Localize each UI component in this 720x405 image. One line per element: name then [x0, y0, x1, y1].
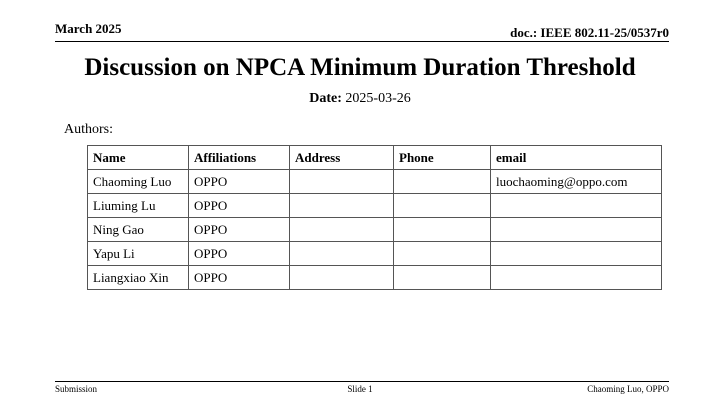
header-doc-id: doc.: IEEE 802.11-25/0537r0: [510, 25, 669, 40]
cell-email: [491, 194, 662, 218]
column-header-email: email: [491, 146, 662, 170]
table-row: [88, 194, 662, 218]
cell-email: luochaoming@oppo.com: [491, 170, 662, 194]
cell-name: Ning Gao: [88, 218, 189, 242]
footer-divider: [55, 381, 669, 382]
cell-email: [491, 218, 662, 242]
cell-affiliation: OPPO: [189, 266, 290, 290]
footer-submission: Submission: [55, 384, 98, 394]
table-row: [88, 242, 662, 266]
date-line: [0, 91, 720, 107]
footer-author: Chaoming Luo, OPPO: [587, 384, 669, 394]
cell-affiliation: OPPO: [189, 218, 290, 242]
header-divider: [55, 41, 669, 42]
cell-phone: [394, 194, 491, 218]
cell-address: [290, 218, 394, 242]
cell-address: [290, 194, 394, 218]
cell-affiliation: OPPO: [189, 242, 290, 266]
cell-affiliation: OPPO: [189, 170, 290, 194]
date-label: Date:: [309, 91, 342, 106]
column-header-phone: Phone: [394, 146, 491, 170]
cell-address: [290, 170, 394, 194]
cell-name: Chaoming Luo: [88, 170, 189, 194]
date-value: 2025-03-26: [345, 91, 411, 106]
column-header-affiliations: Affiliations: [189, 146, 290, 170]
cell-email: [491, 266, 662, 290]
cell-affiliation: OPPO: [189, 194, 290, 218]
cell-name: Liangxiao Xin: [88, 266, 189, 290]
column-header-name: Name: [88, 146, 189, 170]
cell-name: Yapu Li: [88, 242, 189, 266]
table-row: [88, 266, 662, 290]
cell-address: [290, 266, 394, 290]
cell-phone: [394, 170, 491, 194]
table-row: [88, 170, 662, 194]
header-date: March 2025: [55, 21, 122, 36]
cell-address: [290, 242, 394, 266]
cell-phone: [394, 218, 491, 242]
table-header-row: [88, 146, 662, 170]
cell-email: [491, 242, 662, 266]
cell-phone: [394, 242, 491, 266]
column-header-address: Address: [290, 146, 394, 170]
table-row: [88, 218, 662, 242]
authors-label: Authors:: [64, 122, 113, 137]
cell-name: Liuming Lu: [88, 194, 189, 218]
authors-table: [87, 145, 662, 290]
slide-title: Discussion on NPCA Minimum Duration Threshold: [84, 54, 636, 81]
cell-phone: [394, 266, 491, 290]
footer-slide-number: Slide 1: [347, 384, 373, 394]
